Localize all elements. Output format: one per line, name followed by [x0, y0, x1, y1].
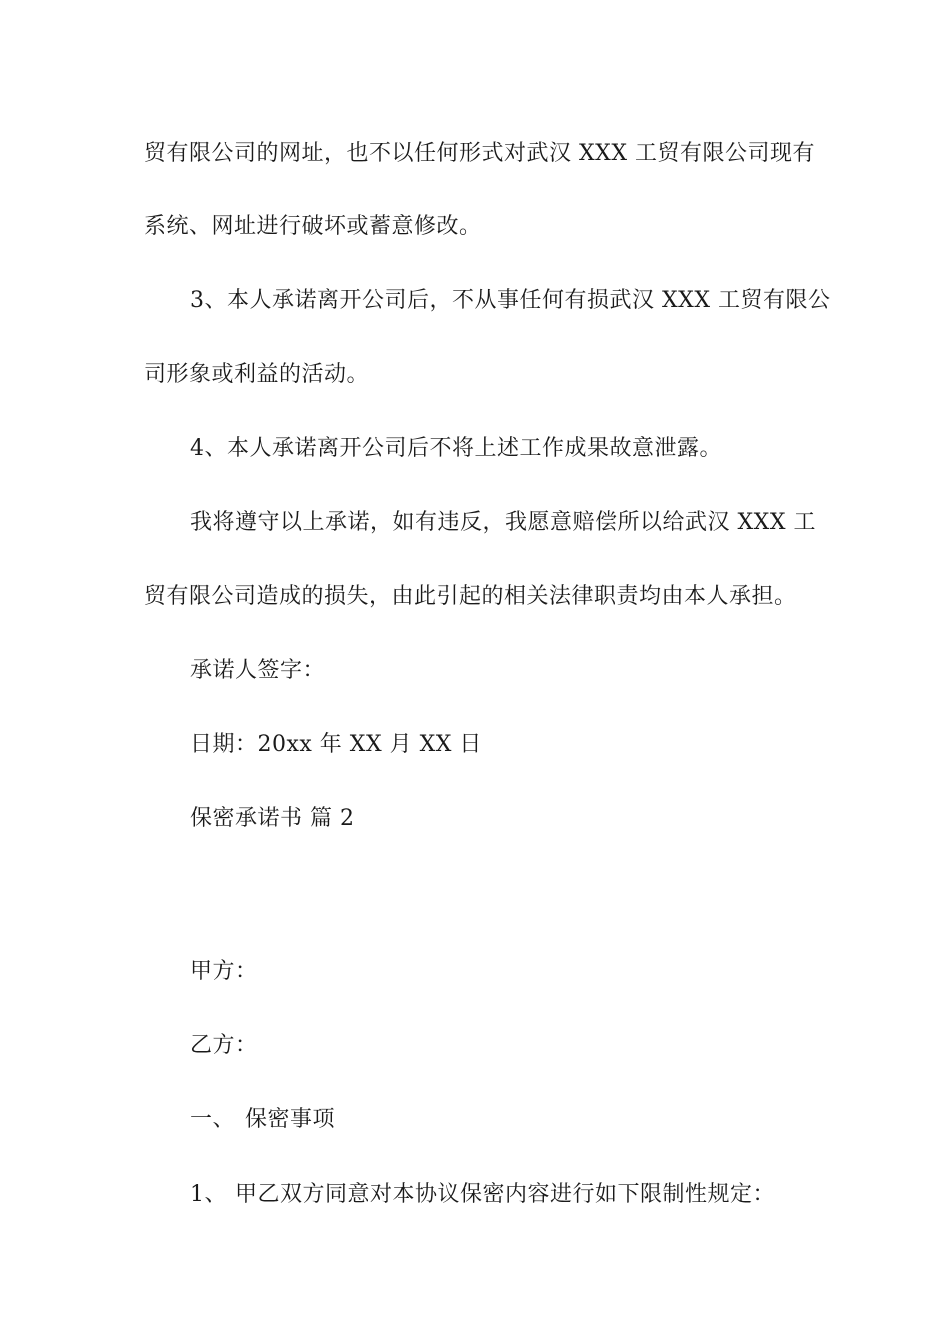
item-one-text: 甲乙双方同意对本协议保密内容进行如下限制性规定：	[235, 1182, 776, 1207]
section-one-title: 保密事项	[245, 1107, 336, 1132]
party-a-label: 甲方：	[190, 959, 258, 984]
item-one-number: 1、	[190, 1182, 227, 1207]
paragraph-line-3: 3、本人承诺离开公司后，不从事任何有损武汉 XXX 工贸有限公	[190, 288, 831, 313]
section-one-number: 一、	[190, 1107, 236, 1132]
paragraph-line-4: 司形象或利益的活动。	[144, 362, 370, 387]
signature-label: 承诺人签字：	[190, 658, 326, 683]
paragraph-line-6: 我将遵守以上承诺，如有违反，我愿意赔偿所以给武汉 XXX 工	[190, 510, 816, 535]
paragraph-line-2: 系统、网址进行破坏或蓄意修改。	[144, 214, 482, 239]
party-b-label: 乙方：	[190, 1033, 258, 1058]
paragraph-line-7: 贸有限公司造成的损失，由此引起的相关法律职责均由本人承担。	[144, 584, 797, 609]
date-line: 日期：20xx 年 XX 月 XX 日	[190, 732, 482, 757]
section-heading: 保密承诺书 篇 2	[190, 806, 355, 831]
paragraph-line-5: 4、本人承诺离开公司后不将上述工作成果故意泄露。	[190, 436, 722, 461]
paragraph-line-1: 贸有限公司的网址，也不以任何形式对武汉 XXX 工贸有限公司现有	[144, 141, 815, 166]
